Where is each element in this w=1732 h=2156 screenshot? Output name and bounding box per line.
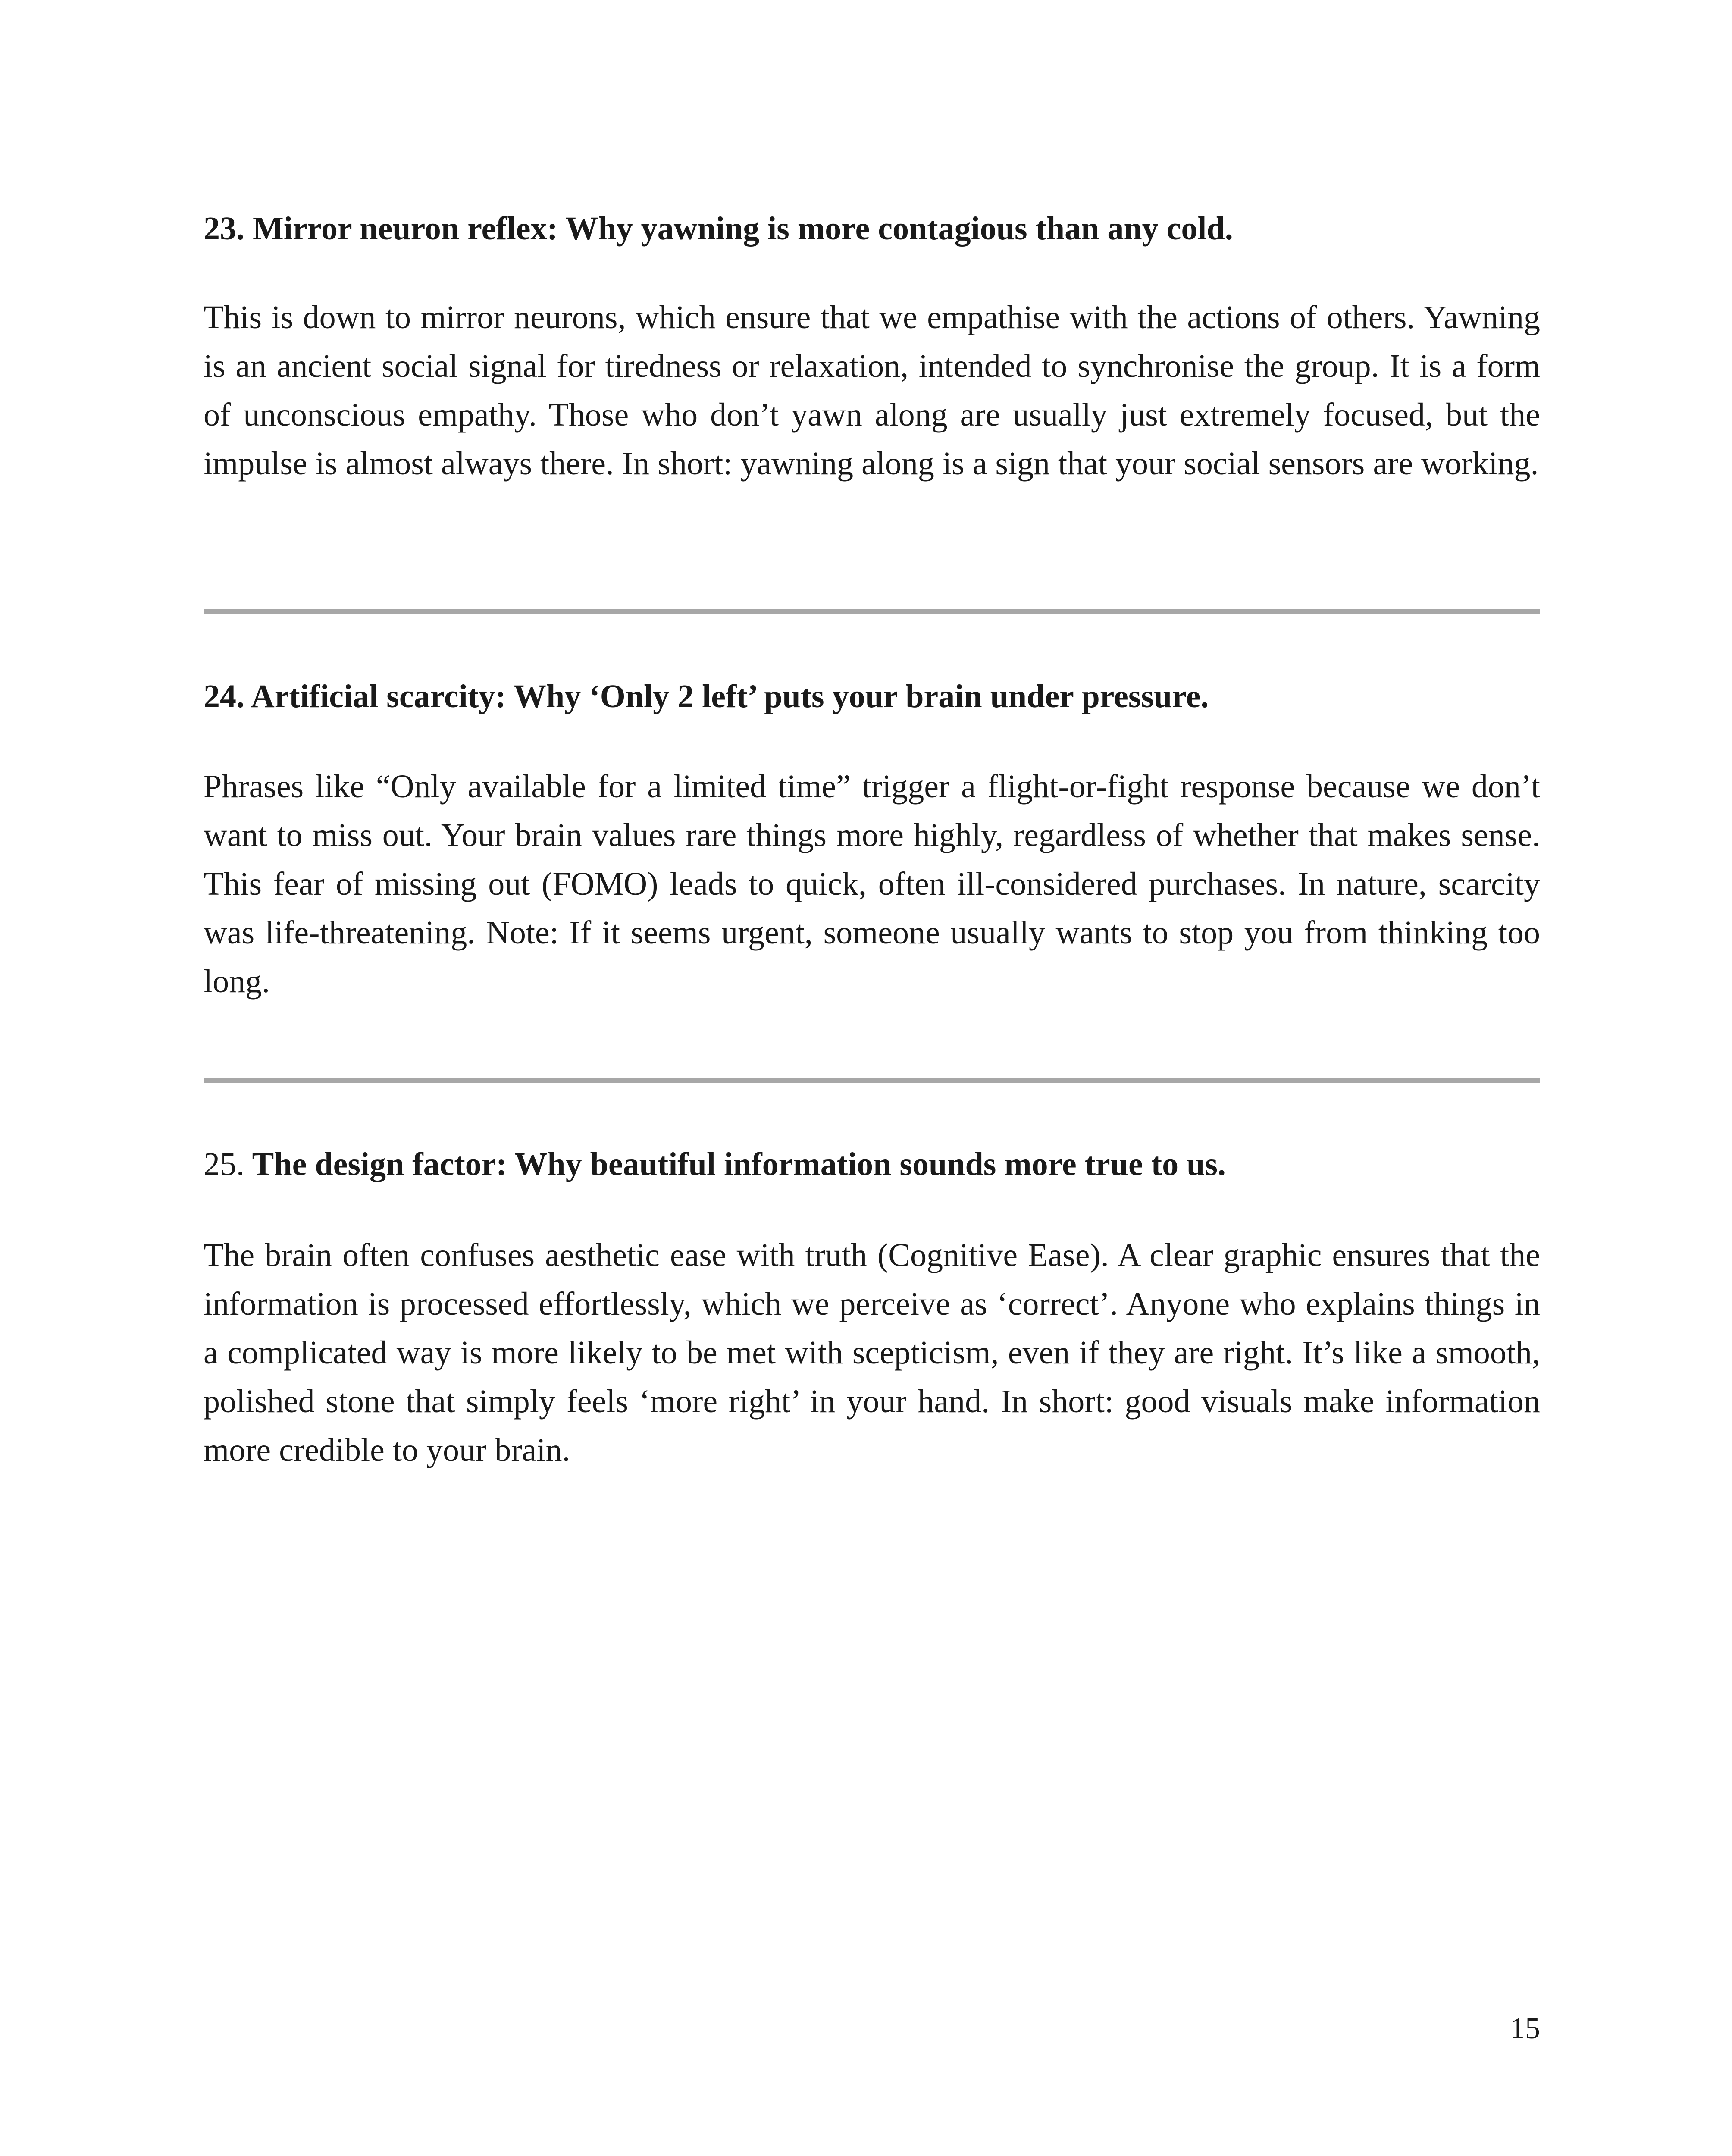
section-25-title: The design factor: Why beautiful information sounds more true to us. (252, 1146, 1226, 1182)
section-23-body: This is down to mirror neurons, which ensure that we empathise with the actions of others. Yawning is an ancient social signal for tiredness or relaxation, intended to synchronise the group. It is a form of unconscious empathy. Those who don’t yawn along are usually just extremely focused, but the impulse is almost always there. In short: yawning along is a sign that your social sensors are working. (204, 299, 1540, 482)
section-25-body: The brain often confuses aesthetic ease with truth (Cognitive Ease). A clear graphic ensures that the information is processed effortlessly, which we perceive as ‘correct’. Anyone who explains things in a complicated way is more likely to be met with scepticism, even if they are right. It’s like a smooth, polished stone that simply feels ‘more right’ in your hand. In short: good visuals make information more credible to your brain. (204, 1237, 1540, 1468)
section-divider-2 (204, 1078, 1540, 1083)
section-divider-1 (204, 609, 1540, 614)
section-24-number: 24. (204, 678, 244, 714)
section-24-heading (204, 675, 1540, 718)
section-24-title: Artificial scarcity: Why ‘Only 2 left’ puts your brain under pressure. (251, 678, 1209, 714)
section-25-number: 25. (204, 1146, 244, 1182)
section-23-title: Mirror neuron reflex: Why yawning is more contagious than any cold. (253, 210, 1233, 247)
section-24-body: Phrases like “Only available for a limited time” trigger a flight-or-fight response because we don’t want to miss out. Your brain values rare things more highly, regardless of whether that makes sense. This fear of missing out (FOMO) leads to quick, often ill-considered purchases. In nature, scarcity was life-threatening. Note: If it seems urgent, someone usually wants to stop you from thinking too long. (204, 768, 1540, 1000)
page-number: 15 (1510, 2012, 1540, 2045)
section-23-number: 23. (204, 210, 244, 247)
section-25-heading (204, 1143, 1540, 1186)
section-23-heading (204, 207, 1540, 250)
